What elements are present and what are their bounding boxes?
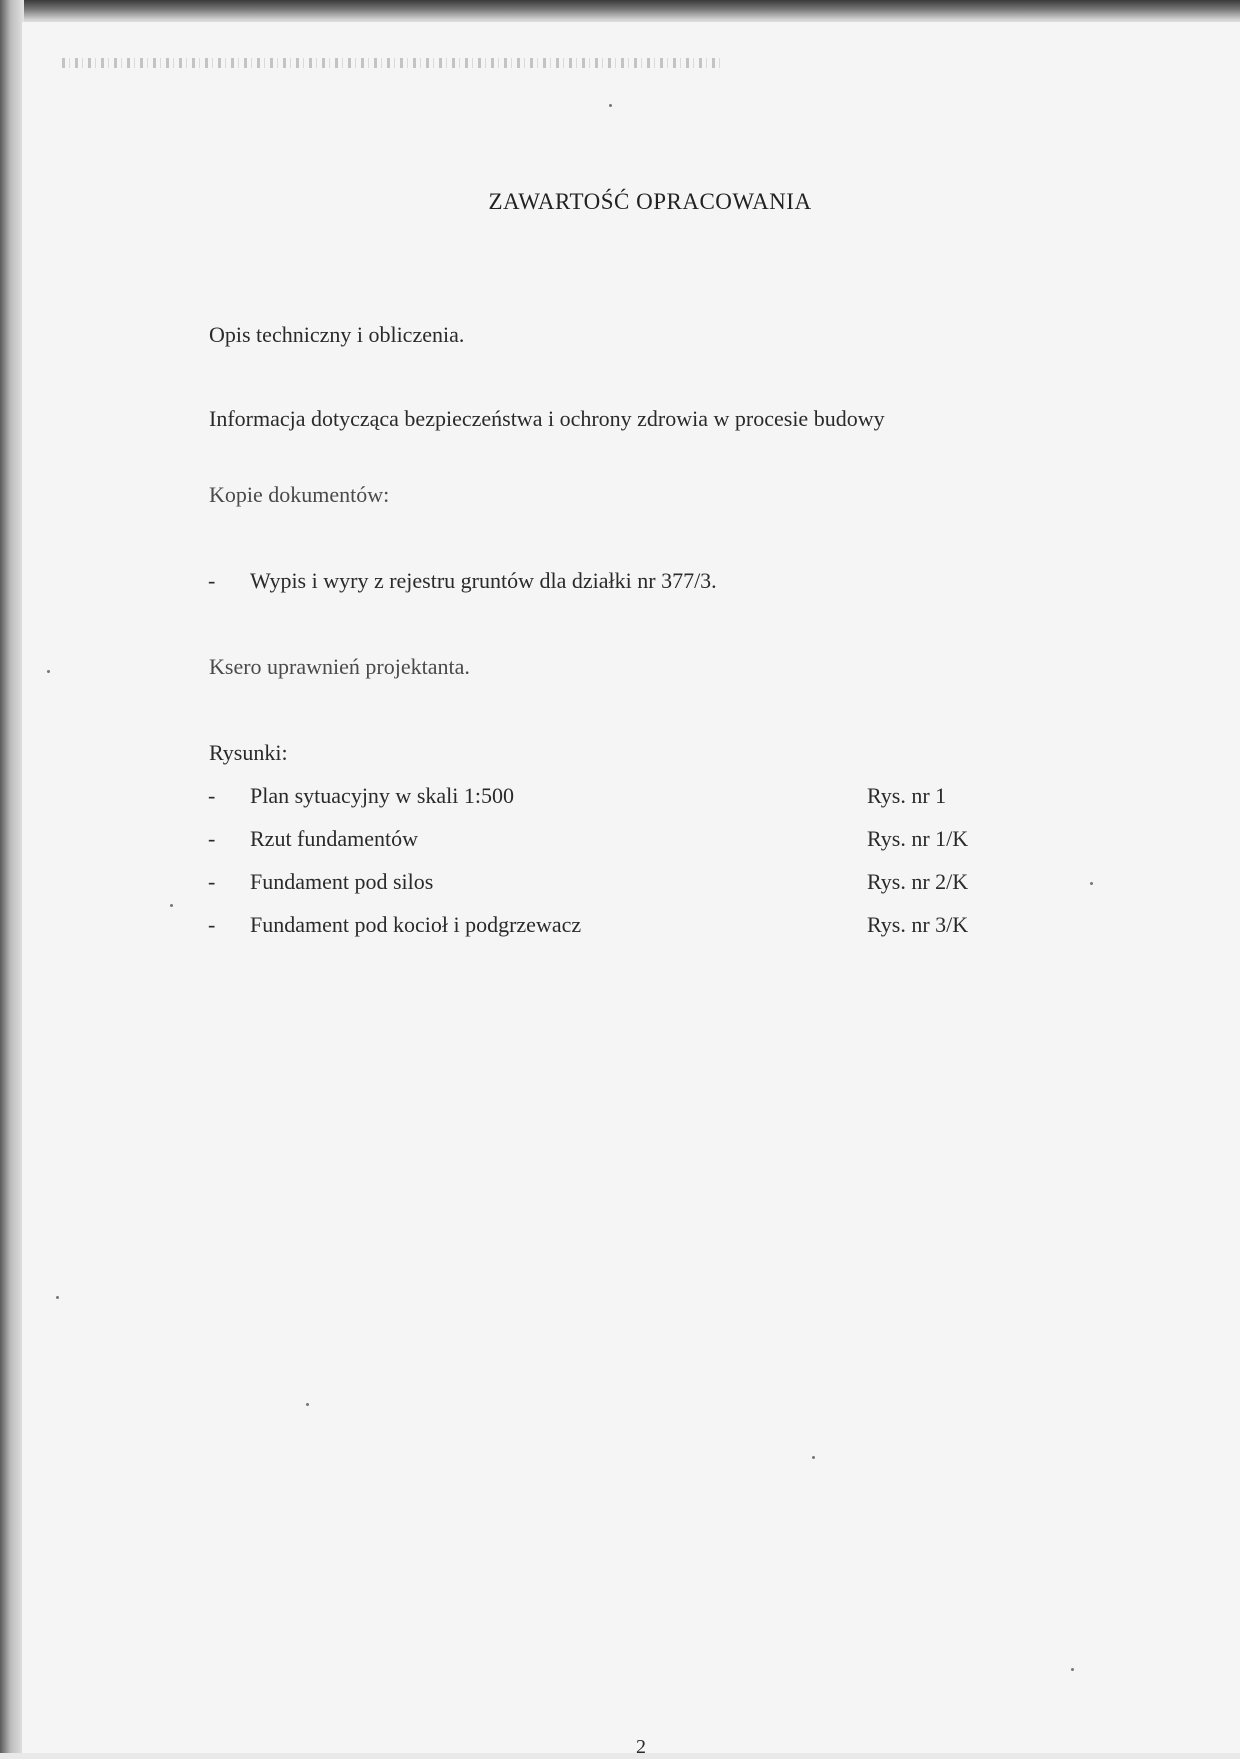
page-number: 2 xyxy=(636,1736,646,1758)
list-bullet: - xyxy=(208,568,216,593)
scan-speck xyxy=(306,1403,309,1406)
scan-edge-shadow-left xyxy=(0,0,24,1753)
list-bullet: - xyxy=(208,783,216,808)
scan-speck xyxy=(609,104,612,107)
scan-speck xyxy=(47,670,50,673)
list-bullet: - xyxy=(208,869,216,894)
scan-speck xyxy=(1071,1668,1074,1671)
document-page xyxy=(22,22,1240,1753)
list-bullet: - xyxy=(208,912,216,937)
scan-edge-shadow-top xyxy=(0,0,1240,24)
document-title: ZAWARTOŚĆ OPRACOWANIA xyxy=(488,189,812,214)
drawing-reference: Rys. nr 1/K xyxy=(867,826,969,851)
scan-speck xyxy=(56,1296,59,1299)
list-bullet: - xyxy=(208,826,216,851)
contents-item-certificates: Ksero uprawnień projektanta. xyxy=(209,654,470,679)
contents-item-document-copies: Kopie dokumentów: xyxy=(209,482,390,507)
drawings-heading: Rysunki: xyxy=(209,740,288,765)
contents-item-safety-information: Informacja dotycząca bezpieczeństwa i ochrony zdrowia w procesie budowy xyxy=(209,406,885,431)
drawing-reference: Rys. nr 2/K xyxy=(867,869,969,894)
scan-speck xyxy=(812,1456,815,1459)
drawing-name: Fundament pod kocioł i podgrzewacz xyxy=(250,912,582,937)
document-copy-item: Wypis i wyry z rejestru gruntów dla działki nr 377/3. xyxy=(250,568,717,593)
scan-speck xyxy=(170,904,173,907)
scan-noise-strip xyxy=(62,58,722,68)
contents-item-technical-description: Opis techniczny i obliczenia. xyxy=(209,322,465,347)
drawing-reference: Rys. nr 3/K xyxy=(867,912,969,937)
drawing-name: Plan sytuacyjny w skali 1:500 xyxy=(250,783,514,808)
drawing-name: Rzut fundamentów xyxy=(250,826,419,851)
drawing-name: Fundament pod silos xyxy=(250,869,434,894)
drawing-reference: Rys. nr 1 xyxy=(867,783,947,808)
scan-speck xyxy=(1090,882,1093,885)
